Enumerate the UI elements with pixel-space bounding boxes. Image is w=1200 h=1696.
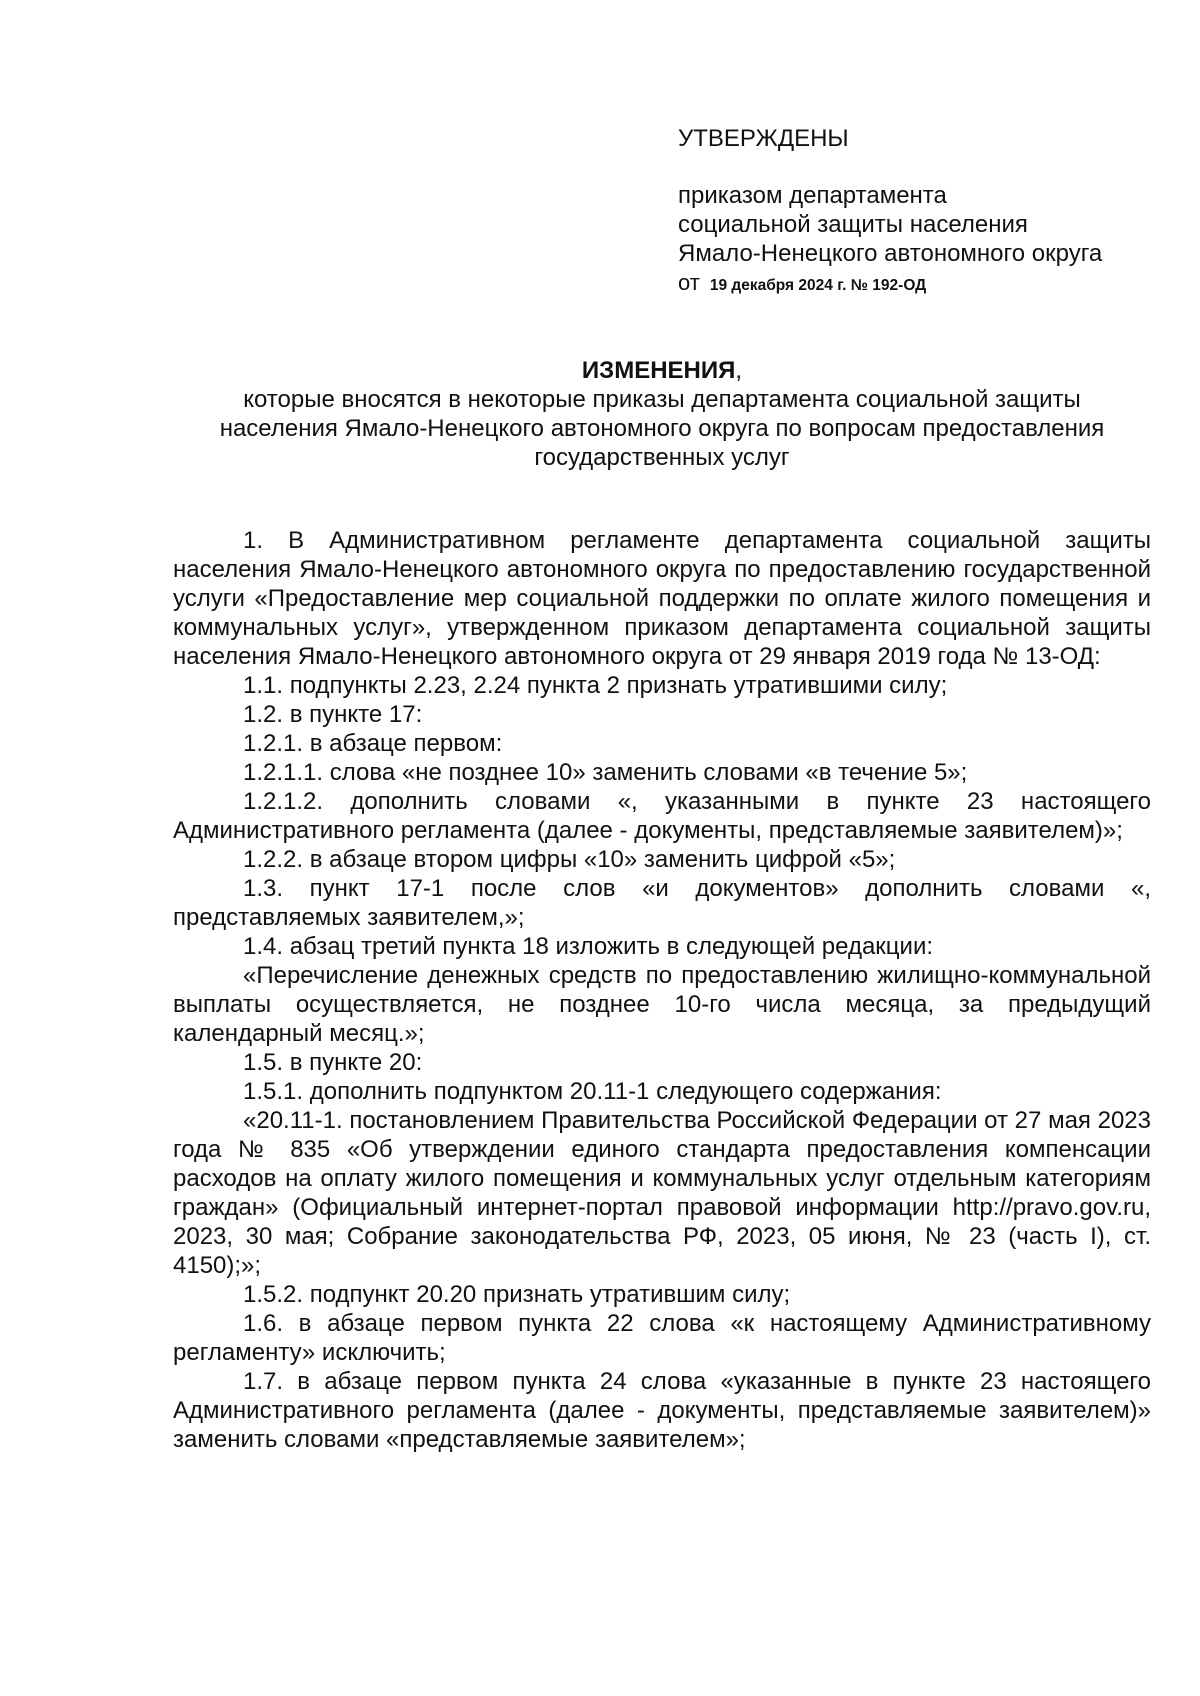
body-paragraph: 1.5. в пункте 20: <box>243 1049 423 1076</box>
document-title-block <box>170 356 1154 472</box>
body-paragraph: 1.2. в пункте 17: <box>243 701 423 728</box>
approval-date-line <box>678 268 1178 300</box>
body-paragraph: «20.11-1. постановлением Правительства Российской Федерации от 27 мая 2023 года № 835 «Об утверждении единого стандарта предоставления компенсации расходов на оплату жилого помещения и коммунальных услуг отдельным категориям граждан» (Официальный интернет-портал правовой информации http://pravo.gov.ru, 2023, 30 мая; Собрание законодательства РФ, 2023, 05 июня, № 23 (часть I), ст. 4150);»; <box>173 1107 1151 1279</box>
body-paragraph: 1.4. абзац третий пункта 18 изложить в следующей редакции: <box>243 933 934 960</box>
document-title-line <box>170 356 1154 385</box>
approval-block <box>678 124 1178 300</box>
body-paragraph: 1.2.1. в абзаце первом: <box>243 730 503 757</box>
document-title-suffix: , <box>735 357 743 384</box>
approval-line: социальной защиты населения <box>678 211 1028 238</box>
approval-line: Ямало-Ненецкого автономного округа <box>678 240 1103 267</box>
approval-date-prefix: от <box>678 270 700 295</box>
document-subtitle-line: населения Ямало-Ненецкого автономного округа по вопросам предоставления <box>219 415 1105 442</box>
body-paragraph: 1.7. в абзаце первом пункта 24 слова «указанные в пункте 23 настоящего Административного регламента (далее - документы, представляемые заявителем)» заменить словами «представляемые заявителем»; <box>173 1368 1151 1453</box>
document-subtitle-line: государственных услуг <box>534 444 790 471</box>
body-paragraph: 1. В Административном регламенте департамента социальной защиты населения Ямало-Ненецкого автономного округа по предоставлению государственной услуги «Предоставление мер социальной поддержки по оплате жилого помещения и коммунальных услуг», утвержденном приказом департамента социальной защиты населения Ямало-Ненецкого автономного округа от 29 января 2019 года № 13-ОД: <box>173 527 1151 670</box>
body-paragraph: 1.2.1.1. слова «не позднее 10» заменить словами «в течение 5»; <box>243 759 968 786</box>
document-subtitle-line: которые вносятся в некоторые приказы департамента социальной защиты <box>243 386 1081 413</box>
body-paragraph: 1.2.1.2. дополнить словами «, указанными в пункте 23 настоящего Административного регламента (далее - документы, представляемые заявителем)»; <box>173 788 1151 844</box>
body-paragraph: 1.5.2. подпункт 20.20 признать утратившим силу; <box>243 1281 791 1308</box>
body-paragraph: 1.2.2. в абзаце втором цифры «10» заменить цифрой «5»; <box>243 846 896 873</box>
body-paragraph: 1.5.1. дополнить подпунктом 20.11-1 следующего содержания: <box>243 1078 942 1105</box>
body-paragraph: 1.3. пункт 17-1 после слов «и документов» дополнить словами «, представляемых заявителем,»; <box>173 875 1151 931</box>
body-paragraph: 1.1. подпункты 2.23, 2.24 пункта 2 признать утратившими силу; <box>243 672 948 699</box>
body-paragraph: «Перечисление денежных средств по предоставлению жилищно-коммунальной выплаты осуществляется, не позднее 10-го числа месяца, за предыдущий календарный месяц.»; <box>173 962 1151 1047</box>
approval-date-value: 19 декабря 2024 г. № 192-ОД <box>709 277 927 294</box>
approval-heading: УТВЕРЖДЕНЫ <box>678 125 849 152</box>
document-body <box>173 526 1151 1454</box>
document-title: ИЗМЕНЕНИЯ <box>581 357 736 384</box>
approval-line: приказом департамента <box>678 182 947 209</box>
body-paragraph: 1.6. в абзаце первом пункта 22 слова «к настоящему Административному регламенту» исключить; <box>173 1310 1151 1366</box>
